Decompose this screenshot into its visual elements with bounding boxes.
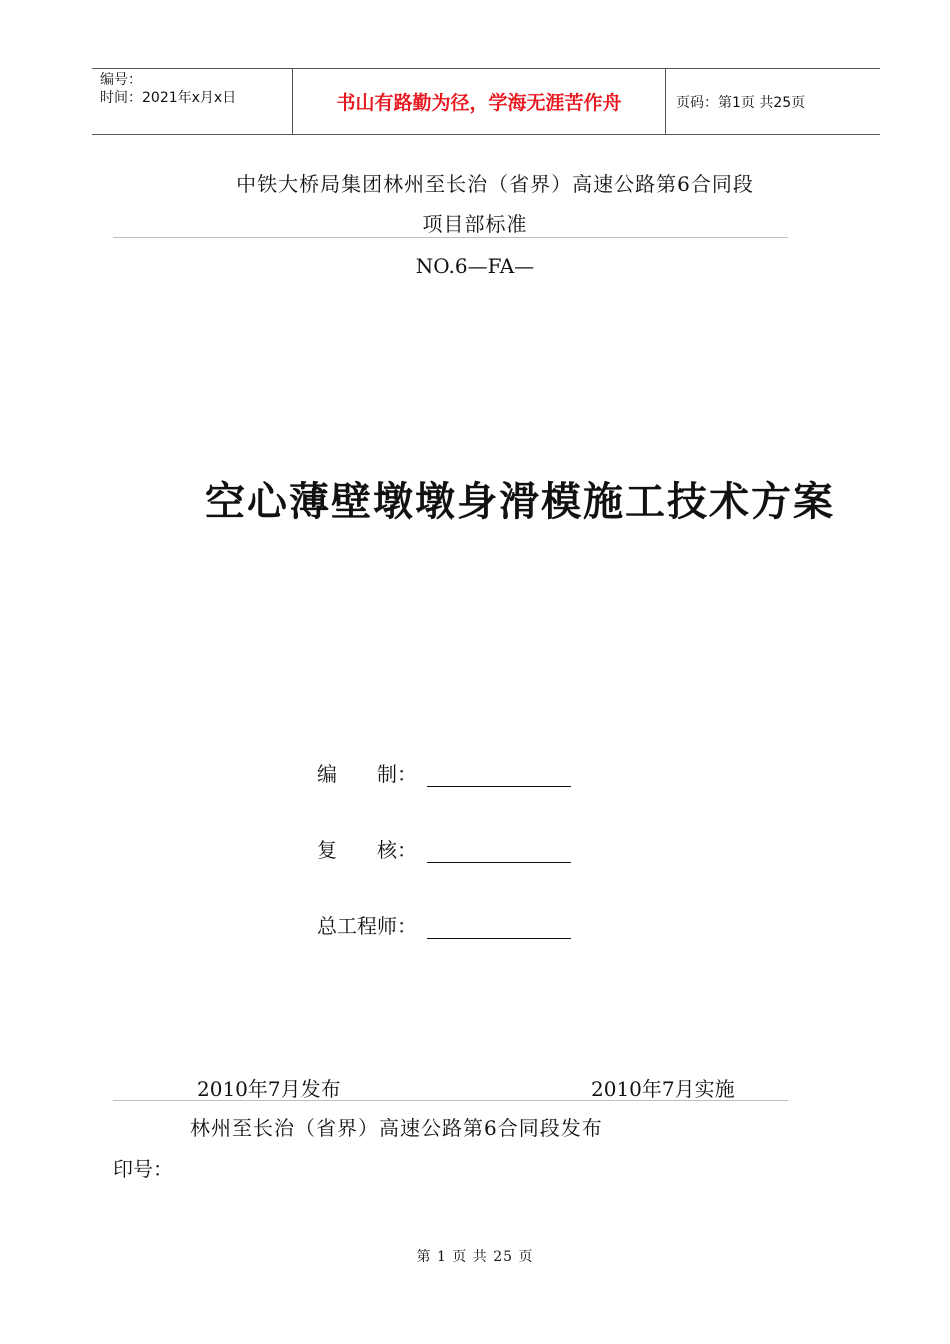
top-divider [113, 237, 788, 238]
signature-review-row [317, 834, 571, 863]
signature-label: 编 制： [317, 762, 417, 786]
signature-label: 总工程师： [317, 914, 417, 938]
organization-line-2: 项目部标准 [422, 212, 528, 236]
organization-line-1: 中铁大桥局集团林州至长治（省界）高速公路第6合同段 [236, 172, 754, 196]
time-label: 时间：2021年x月x日 [100, 90, 237, 106]
signature-blank-line [427, 916, 571, 939]
publish-date: 2010年7月发布 [197, 1077, 341, 1101]
header-motto: 书山有路勤为径，学海无涯苦作舟 [293, 69, 666, 134]
page-header [92, 68, 880, 135]
document-number: NO.6—FA— [415, 254, 535, 278]
header-page-code: 页码：第1页 共25页 [676, 94, 806, 111]
bottom-divider [113, 1100, 788, 1101]
print-number: 印号： [113, 1157, 173, 1181]
signature-blank-line [427, 840, 571, 863]
page-footer: 第 1 页 共 25 页 [416, 1249, 534, 1265]
serial-label: 编号： [100, 72, 142, 88]
signature-compiled-row [317, 758, 571, 787]
signature-blank-line [427, 764, 571, 787]
header-meta [92, 69, 293, 134]
issuer-line: 林州至长治（省界）高速公路第6合同段发布 [190, 1116, 603, 1140]
signature-chief-engineer-row [317, 910, 571, 939]
document-title: 空心薄壁墩墩身滑模施工技术方案 [205, 478, 835, 525]
signature-label: 复 核： [317, 838, 417, 862]
effective-date: 2010年7月实施 [591, 1077, 735, 1101]
